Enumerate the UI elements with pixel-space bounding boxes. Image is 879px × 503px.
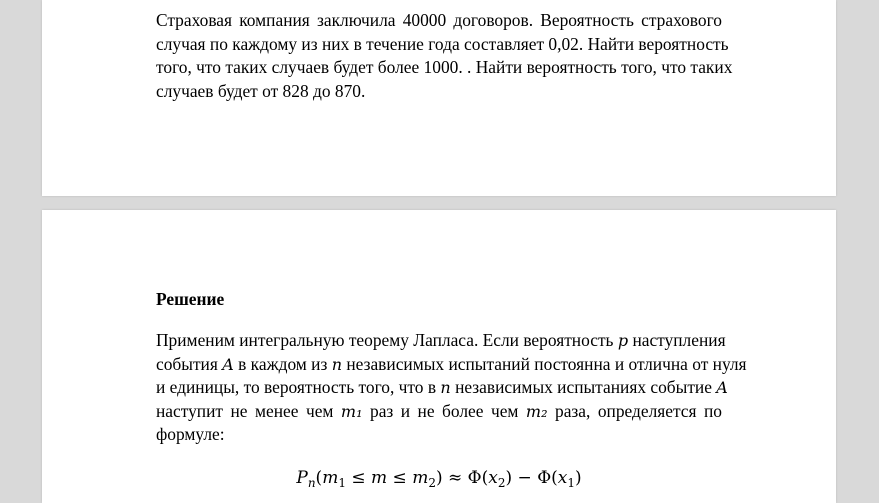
math-var: p bbox=[617, 331, 629, 350]
solution-line: наступит не менее чем m₁ раз и не более чем m₂ раза, определяется по bbox=[156, 400, 722, 421]
math-var: n bbox=[331, 354, 342, 374]
problem-line: Страховая компания заключила 40000 договоров. Вероятность страхового bbox=[156, 10, 722, 30]
problem-line: случая по каждому из них в течение года составляет 0,02. Найти вероятность bbox=[156, 33, 729, 54]
math-var: m₁ bbox=[340, 401, 363, 421]
solution-line: Применим интегральную теорему Лапласа. Если вероятность p наступления bbox=[156, 330, 726, 350]
document-page-1 bbox=[42, 0, 836, 196]
solution-heading: Решение bbox=[156, 289, 225, 309]
problem-statement bbox=[156, 9, 733, 103]
problem-line: того, что таких случаев будет более 1000. . Найти вероятность того, что таких bbox=[156, 57, 733, 78]
math-var: n bbox=[440, 378, 451, 398]
solution-paragraph bbox=[156, 329, 747, 447]
solution-line: события A в каждом из n независимых испытаний постоянна и отлична от нуля bbox=[156, 353, 747, 374]
math-var: A bbox=[716, 378, 728, 398]
problem-line: случаев будет от 828 до 870. bbox=[156, 80, 366, 101]
math-var: m₂ bbox=[525, 401, 548, 421]
math-var: A bbox=[222, 354, 234, 374]
document-page-2 bbox=[42, 210, 836, 503]
solution-line: формуле: bbox=[156, 424, 225, 445]
solution-line: и единицы, то вероятность того, что в n независимых испытаниях событие A bbox=[156, 377, 728, 398]
laplace-formula: $P_n(m_1 \le m \le m_2) \approx \Phi(x_2) - \Phi(x_1)$ bbox=[296, 468, 582, 490]
